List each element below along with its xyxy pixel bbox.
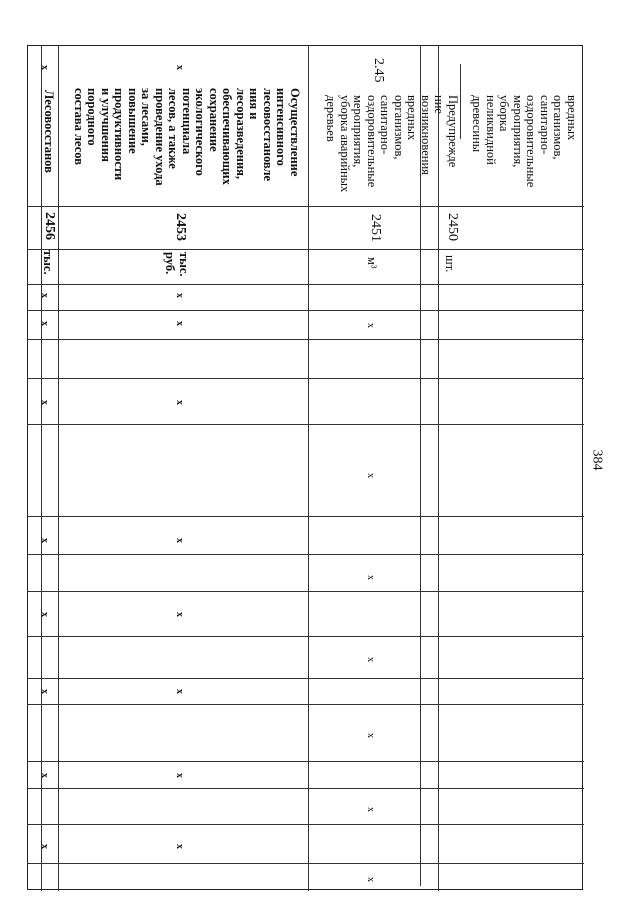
table-rule bbox=[28, 249, 584, 250]
cell-mark: x bbox=[174, 65, 185, 70]
row-2456-code: 2456 bbox=[42, 212, 57, 240]
cell-mark: x bbox=[174, 321, 185, 326]
table-rule bbox=[460, 64, 461, 139]
cell-mark: x bbox=[365, 473, 376, 478]
table-rule bbox=[28, 424, 584, 425]
table-rule bbox=[28, 310, 584, 311]
row-2453-code: 2453 bbox=[173, 213, 188, 241]
row-prev-name: вредных организмов, санитарно- оздоровительные мероприятия, уборка неликвидной древесины bbox=[470, 95, 579, 188]
cell-mark: x bbox=[39, 65, 50, 70]
table-rule bbox=[28, 378, 584, 379]
cell-mark: x bbox=[174, 612, 185, 617]
cell-mark: x bbox=[39, 773, 50, 778]
cell-mark: x bbox=[174, 293, 185, 298]
row-2450-unit: шт. bbox=[443, 255, 457, 273]
table-rule bbox=[28, 284, 584, 285]
table-rule bbox=[28, 863, 584, 864]
table-rule bbox=[28, 678, 584, 679]
table-rule bbox=[28, 788, 584, 789]
table-rule bbox=[308, 46, 309, 891]
table-rule bbox=[28, 704, 584, 705]
cell-mark: x bbox=[365, 877, 376, 882]
cell-mark: x bbox=[39, 689, 50, 694]
table-rule bbox=[28, 591, 584, 592]
cell-mark: x bbox=[39, 538, 50, 543]
page-number: 384 bbox=[589, 449, 605, 471]
row-2453-unit: тыс. руб. bbox=[163, 252, 191, 277]
cell-mark: x bbox=[365, 807, 376, 812]
cell-mark: x bbox=[39, 612, 50, 617]
cell-mark: x bbox=[174, 844, 185, 849]
row-2456-name: Лесовосстанов bbox=[42, 90, 56, 173]
cell-mark: x bbox=[39, 293, 50, 298]
cell-mark: x bbox=[39, 400, 50, 405]
cell-mark: x bbox=[365, 733, 376, 738]
cell-mark: x bbox=[39, 321, 50, 326]
cell-mark: x bbox=[174, 689, 185, 694]
row-2450-code: 2450 bbox=[445, 213, 460, 241]
row-2451-section: 2.45 bbox=[371, 58, 386, 83]
table-rule bbox=[58, 46, 59, 891]
cell-mark: x bbox=[174, 538, 185, 543]
table-rule bbox=[28, 516, 584, 517]
cell-mark: x bbox=[365, 575, 376, 580]
row-2451-unit: м³ bbox=[365, 257, 379, 269]
row-2450-name: Предупрежде ние возникновения вредных организмов, санитарно- оздоровительные мероприятия, уборка аварийных деревьев bbox=[324, 95, 460, 193]
table-rule bbox=[28, 636, 584, 637]
row-2453-name: Осуществление интенсивного лесовосстановле ния и лесоразведения, обеспечивающих сохранение экологического потенциала лесов, а также проведение ухода за лесами, повышение продуктивности и улучшения породного состава лесов bbox=[72, 88, 302, 186]
row-2451-code: 2451 bbox=[368, 214, 383, 242]
table-rule bbox=[28, 339, 584, 340]
table-rule bbox=[28, 761, 584, 762]
cell-mark: x bbox=[174, 400, 185, 405]
cell-mark: x bbox=[174, 773, 185, 778]
table-rule bbox=[28, 554, 584, 555]
table-rule bbox=[28, 824, 584, 825]
row-2456-unit: тыс. bbox=[41, 250, 55, 275]
cell-mark: x bbox=[365, 657, 376, 662]
cell-mark: x bbox=[365, 323, 376, 328]
cell-mark: x bbox=[39, 844, 50, 849]
